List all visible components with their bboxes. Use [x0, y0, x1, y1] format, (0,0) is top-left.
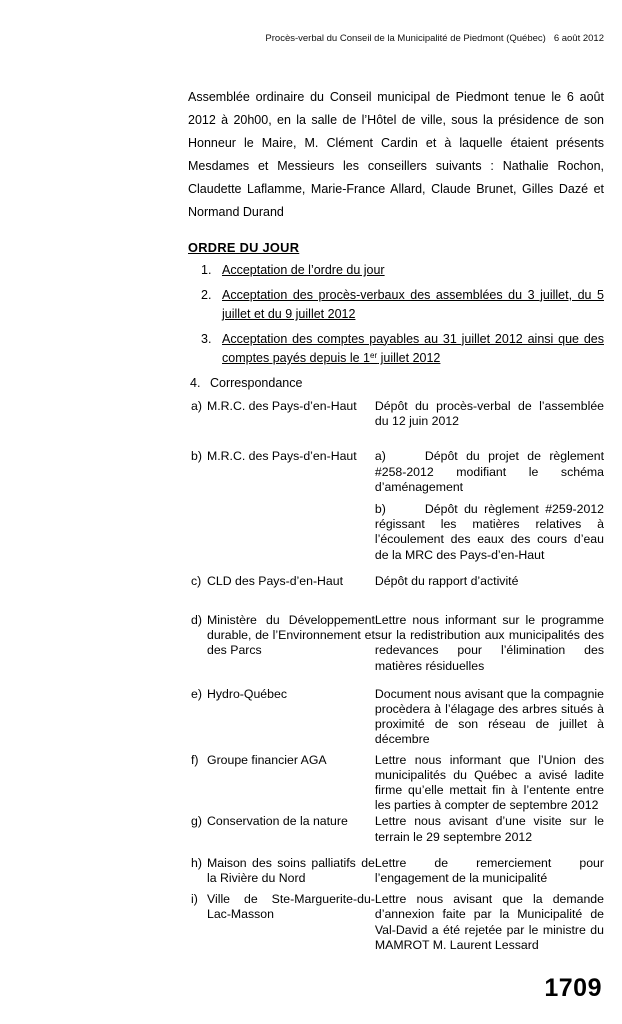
- correspondent-label: [191, 687, 375, 748]
- correspondence-description: Document nous avisant que la compagnie procèdera à l’élagage des arbres situés à proximité de son réseau de juillet à décembre: [374, 686, 604, 747]
- correspondence-description: [375, 449, 604, 562]
- correspondence-row-g: [188, 814, 604, 844]
- correspondence-row-c: [188, 574, 604, 589]
- correspondent-name: CLD des Pays-d’en-Haut: [207, 573, 344, 588]
- correspondent-name: Ministère du Développement durable, de l’Environnement et des Parcs: [207, 613, 375, 658]
- correspondent-label: [191, 449, 375, 562]
- header-date: 6 août 2012: [553, 33, 604, 44]
- row-marker: b): [191, 449, 202, 464]
- correspondence-description: Lettre de remerciement pour l’engagement de la municipalité: [374, 855, 604, 886]
- agenda-heading: ORDRE DU JOUR: [188, 240, 300, 255]
- row-marker: c): [191, 573, 202, 588]
- item-text: Acceptation de l’ordre du jour: [222, 263, 385, 277]
- sub-marker: b): [374, 502, 386, 517]
- row-marker: f): [191, 752, 199, 767]
- row-marker: g): [191, 814, 202, 829]
- agenda-item-2: [188, 286, 604, 325]
- sub-text: Dépôt du règlement #259-2012 régissant les matières relatives à l’écoulement des eaux des cours d’eau de la MRC des Pays-d’en-Haut: [374, 502, 604, 562]
- correspondence-row-a: [188, 399, 604, 429]
- item-text-after-sup: juillet 2012: [377, 351, 441, 365]
- item-superscript: er: [370, 351, 378, 360]
- agenda-item-4: [188, 374, 604, 394]
- description-part-a: [375, 449, 604, 495]
- correspondence-description: Lettre nous avisant d’une visite sur le terrain le 29 septembre 2012: [374, 814, 604, 844]
- correspondence-row-h: [188, 856, 604, 886]
- correspondent-label: [191, 753, 375, 814]
- item-text: Correspondance: [210, 375, 303, 390]
- correspondent-name: M.R.C. des Pays-d’en-Haut: [207, 449, 357, 464]
- correspondence-row-f: [188, 753, 604, 814]
- item-number: 3.: [201, 331, 212, 346]
- correspondent-label: [191, 613, 375, 674]
- correspondent-label: [191, 814, 375, 844]
- correspondent-name: Ville de Ste-Marguerite-du-Lac-Masson: [207, 892, 375, 922]
- correspondent-label: [191, 892, 375, 953]
- correspondent-label: [191, 574, 375, 589]
- correspondence-description: Dépôt du rapport d’activité: [374, 573, 519, 588]
- correspondence-description: Lettre nous informant que l’Union des municipalités du Québec a avisé ladite firme qu’elle mettait fin à l’entente entre les parties à compter de septembre 2012: [374, 752, 604, 813]
- correspondent-name: Conservation de la nature: [207, 814, 348, 829]
- correspondence-description: Dépôt du procès-verbal de l’assemblée du 12 juin 2012: [374, 399, 604, 429]
- correspondent-name: Groupe financier AGA: [207, 752, 327, 767]
- document-body: [188, 86, 604, 953]
- page-number: 1709: [544, 974, 602, 1002]
- correspondence-section: [188, 399, 604, 953]
- item-text-before-sup: Acceptation des comptes payables au 31 juillet 2012 ainsi que des comptes payés depuis le 1: [222, 331, 604, 365]
- item-number: 2.: [201, 287, 212, 302]
- row-marker: h): [191, 855, 202, 870]
- agenda-list: [188, 261, 604, 393]
- correspondent-label: [191, 856, 375, 886]
- item-number: 1.: [201, 263, 212, 277]
- correspondent-name: Hydro-Québec: [207, 686, 287, 701]
- correspondence-description: Lettre nous avisant que la demande d’annexion faite par la Municipalité de Val-David a été rejetée par le ministre du MAMROT M. Laurent Lessard: [374, 892, 604, 952]
- item-text: Acceptation des procès-verbaux des assemblées du 3 juillet, du 5 juillet et du 9 juillet 2012: [222, 287, 604, 321]
- description-part-b: [375, 502, 604, 563]
- agenda-item-1: [188, 261, 604, 281]
- correspondence-row-d: [188, 613, 604, 674]
- row-marker: e): [191, 686, 202, 701]
- sub-marker: a): [374, 449, 386, 464]
- row-marker: i): [191, 892, 198, 907]
- sub-text: Dépôt du projet de règlement #258-2012 modifiant le schéma d’aménagement: [374, 449, 604, 494]
- correspondence-row-b: [188, 449, 604, 562]
- item-text: [222, 332, 604, 366]
- header-title: Procès-verbal du Conseil de la Municipalité de Piedmont (Québec): [265, 33, 546, 44]
- page-header: [265, 33, 604, 44]
- correspondence-description: Lettre nous informant sur le programme sur la redistribution aux municipalités des redevances pour l’élimination des matières résiduelles: [374, 613, 604, 673]
- intro-paragraph: Assemblée ordinaire du Conseil municipal de Piedmont tenue le 6 août 2012 à 20h00, en la salle de l’Hôtel de ville, sous la présidence de son Honneur le Maire, M. Clément Cardin et à laquelle étaient présents Mesdames et Messieurs les conseillers suivants : Nathalie Rochon, Claudette Laflamme, Marie-France Allard, Claude Brunet, Gilles Dazé et Normand Durand: [188, 90, 604, 219]
- correspondent-name: Maison des soins palliatifs de la Rivière du Nord: [207, 855, 375, 886]
- correspondence-row-i: [188, 892, 604, 953]
- agenda-item-3: [188, 330, 604, 369]
- correspondent-label: [191, 399, 375, 429]
- correspondence-row-e: [188, 687, 604, 748]
- correspondent-name: M.R.C. des Pays-d’en-Haut: [207, 399, 357, 413]
- row-marker: a): [191, 399, 202, 413]
- item-number: 4.: [190, 375, 201, 390]
- row-marker: d): [191, 613, 202, 628]
